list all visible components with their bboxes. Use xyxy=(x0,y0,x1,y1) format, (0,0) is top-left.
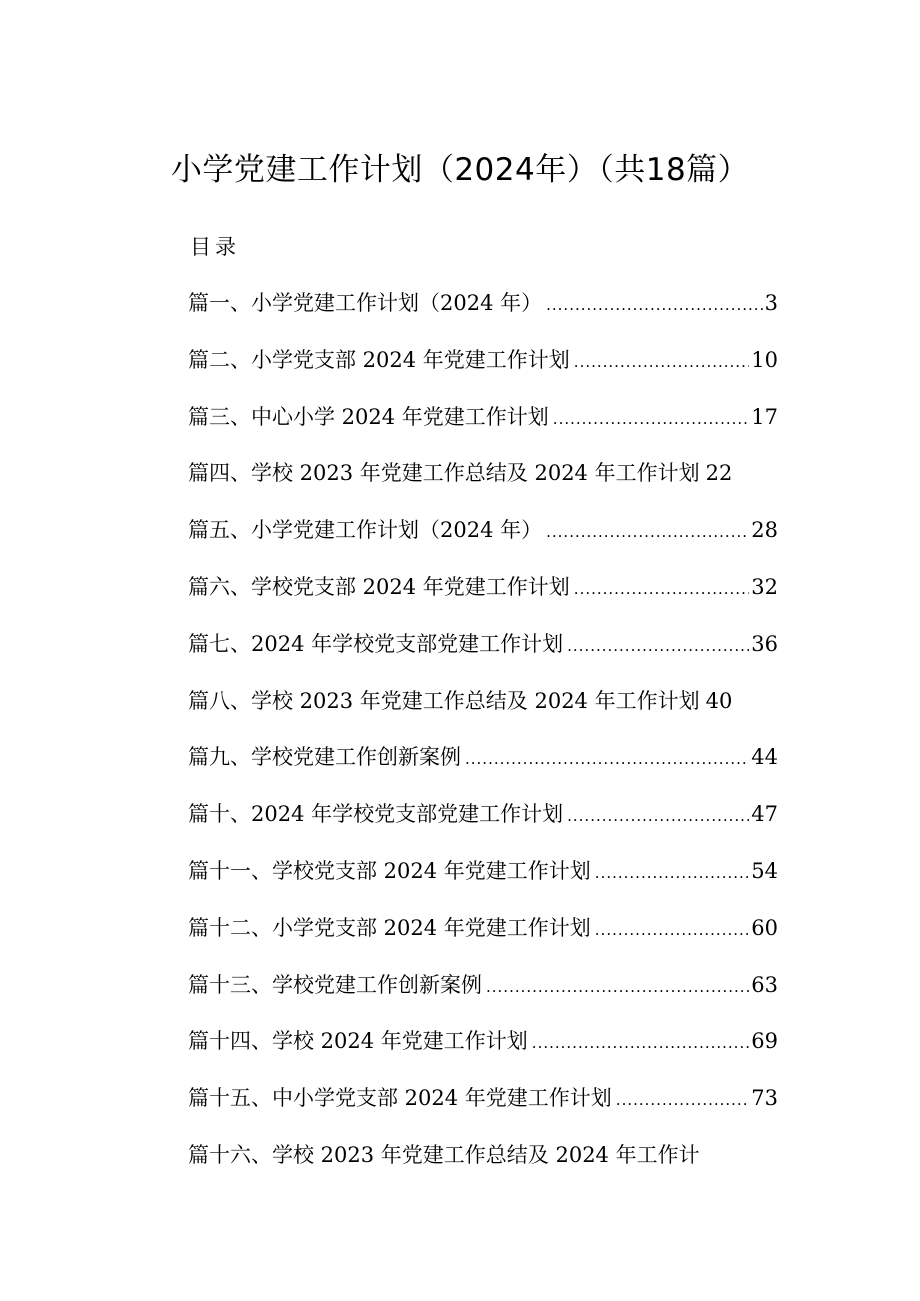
toc-entry-title: 篇九、学校党建工作创新案例 xyxy=(188,745,461,770)
toc-entry-title: 篇十五、中小学党支部 2024 年党建工作计划 xyxy=(188,1086,612,1111)
toc-entry-title: 篇五、小学党建工作计划（2024 年） xyxy=(188,518,543,543)
toc-entry-page: 40 xyxy=(705,688,733,713)
toc-entry[interactable] xyxy=(188,794,778,851)
toc-entry-page: 54 xyxy=(751,858,778,883)
toc-entry[interactable] xyxy=(188,340,778,397)
toc-entry-title: 篇十二、小学党支部 2024 年党建工作计划 xyxy=(188,915,591,940)
toc-dot-leader xyxy=(553,399,749,439)
toc-dot-leader xyxy=(546,285,763,325)
toc-entry[interactable] xyxy=(188,283,778,340)
toc-entry[interactable] xyxy=(188,567,778,624)
toc-entry[interactable] xyxy=(188,397,778,454)
toc-entry-title: 篇十一、学校党支部 2024 年党建工作计划 xyxy=(188,858,591,883)
toc-dot-leader xyxy=(546,512,749,552)
toc-entry-page: 69 xyxy=(751,1029,778,1054)
toc-entry[interactable] xyxy=(188,908,778,965)
toc-dot-leader xyxy=(595,910,749,950)
toc-entry-title: 篇十四、学校 2024 年党建工作计划 xyxy=(188,1029,528,1054)
toc-entry[interactable] xyxy=(188,681,778,738)
toc-entry-page: 60 xyxy=(751,915,778,940)
toc-entry-page: 47 xyxy=(751,802,778,827)
toc-entry[interactable] xyxy=(188,737,778,794)
toc-list xyxy=(188,283,778,1192)
toc-entry-page: 63 xyxy=(751,972,778,997)
toc-entry-title: 篇二、小学党支部 2024 年党建工作计划 xyxy=(188,347,570,372)
toc-entry-title: 篇四、学校 2023 年党建工作总结及 2024 年工作计划 xyxy=(188,461,700,486)
toc-entry[interactable] xyxy=(188,1021,778,1078)
toc-entry-page: 32 xyxy=(751,574,778,599)
toc-entry[interactable] xyxy=(188,1135,778,1192)
toc-entry-page: 10 xyxy=(751,347,778,372)
toc-entry-title: 篇七、2024 年学校党支部党建工作计划 xyxy=(188,631,564,656)
toc-entry-title: 篇六、学校党支部 2024 年党建工作计划 xyxy=(188,574,570,599)
toc-entry-page: 28 xyxy=(751,518,778,543)
toc-entry-title: 篇十六、学校 2023 年党建工作总结及 2024 年工作计 xyxy=(188,1142,700,1167)
toc-dot-leader xyxy=(567,796,749,836)
toc-dot-leader xyxy=(595,853,749,893)
toc-entry[interactable] xyxy=(188,453,778,510)
toc-entry-title: 篇十三、学校党建工作创新案例 xyxy=(188,972,482,997)
toc-entry[interactable] xyxy=(188,1078,778,1135)
toc-entry[interactable] xyxy=(188,510,778,567)
toc-entry[interactable] xyxy=(188,624,778,681)
toc-dot-leader xyxy=(574,569,749,609)
toc-dot-leader xyxy=(574,342,749,382)
document-title: 小学党建工作计划（2024年）（共18篇） xyxy=(170,152,750,188)
toc-entry[interactable] xyxy=(188,851,778,908)
toc-heading: 目录 xyxy=(190,235,240,259)
toc-dot-leader xyxy=(486,967,749,1007)
toc-entry-title: 篇一、小学党建工作计划（2024 年） xyxy=(188,291,543,315)
toc-entry-title: 篇三、中心小学 2024 年党建工作计划 xyxy=(188,404,549,429)
toc-entry[interactable] xyxy=(188,965,778,1022)
toc-entry-page: 44 xyxy=(751,745,778,770)
toc-dot-leader xyxy=(465,739,749,779)
toc-entry-page: 17 xyxy=(751,404,778,429)
toc-dot-leader xyxy=(616,1080,749,1120)
toc-entry-title: 篇八、学校 2023 年党建工作总结及 2024 年工作计划 xyxy=(188,688,700,713)
toc-entry-title: 篇十、2024 年学校党支部党建工作计划 xyxy=(188,802,564,827)
toc-dot-leader xyxy=(567,626,749,666)
toc-entry-page: 22 xyxy=(705,461,733,486)
toc-entry-page: 73 xyxy=(751,1086,778,1111)
toc-entry-page: 36 xyxy=(751,631,778,656)
toc-entry-page: 3 xyxy=(764,291,778,315)
toc-dot-leader xyxy=(532,1023,749,1063)
